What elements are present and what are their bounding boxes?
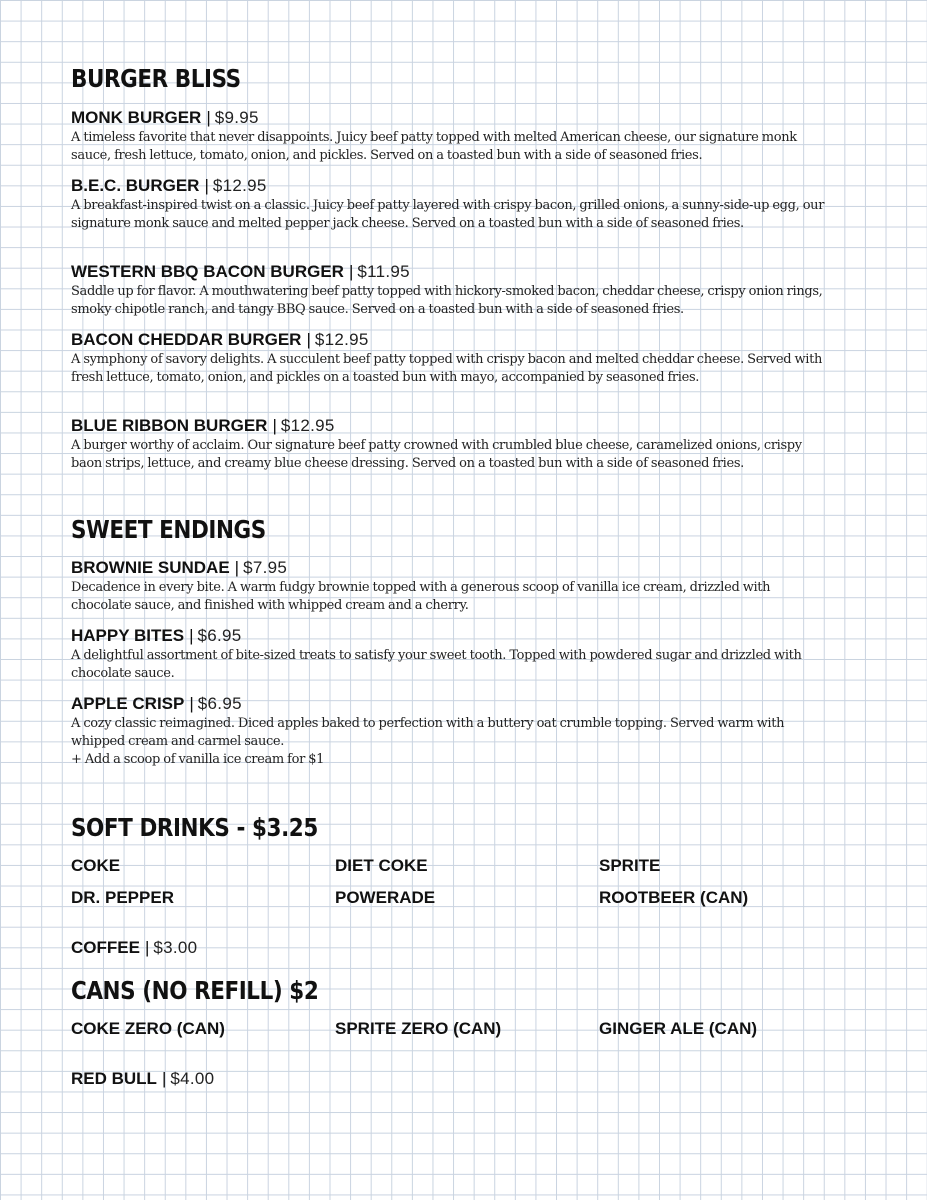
separator: |: [189, 694, 194, 713]
item-description: Saddle up for flavor. A mouthwatering beef patty topped with hickory-smoked bacon, cheddar cheese, crispy onion rings, smoky chipotle ranch, and tangy BBQ sauce. Served on a toasted bun with a side of seasoned fries.: [71, 284, 823, 317]
item-price: $4.00: [170, 1069, 215, 1088]
section-title-soft-drinks: SOFT DRINKS - $3.25: [71, 813, 318, 842]
item-name: MONK BURGER: [71, 108, 202, 127]
menu-item-brownie-sundae: [71, 557, 831, 615]
separator: |: [348, 262, 354, 281]
item-price: $3.00: [153, 938, 198, 957]
section-title-burgers: BURGER BLISS: [71, 64, 241, 93]
section-title-desserts: SWEET ENDINGS: [71, 515, 266, 544]
menu-item-happy-bites: [71, 625, 831, 683]
item-price: $9.95: [214, 108, 259, 127]
separator: |: [272, 416, 277, 435]
menu-item-western-bbq-bacon-burger: [71, 261, 831, 319]
item-name: B.E.C. BURGER: [71, 176, 200, 195]
menu-item-blue-ribbon-burger: [71, 415, 831, 473]
separator: |: [234, 558, 240, 577]
menu-item-monk-burger: [71, 107, 831, 165]
item-price: $7.95: [243, 558, 288, 577]
item-description: A burger worthy of acclaim. Our signature beef patty crowned with crumbled blue cheese, caramelized onions, crispy baon strips, lettuce, and creamy blue cheese dressing. Served on a toasted bun with a side of seasoned fries.: [71, 438, 802, 471]
menu-item-bec-burger: [71, 175, 831, 233]
item-price: $12.95: [280, 416, 335, 435]
separator: |: [189, 626, 194, 645]
item-description: A timeless favorite that never disappoints. Juicy beef patty topped with melted American cheese, our signature monk sauce, fresh lettuce, tomato, onion, and pickles. Served on a toasted bun with a side of seasoned fries.: [71, 130, 797, 163]
section-title-cans: CANS (NO REFILL) $2: [71, 976, 319, 1005]
drink-item: COKE: [71, 856, 121, 875]
item-description: A breakfast-inspired twist on a classic. Juicy beef patty layered with crispy bacon, grilled onions, a sunny-side-up egg, our signature monk sauce and melted pepper jack cheese. Served on a toasted bun with a side of seasoned fries.: [71, 198, 825, 231]
item-description: A cozy classic reimagined. Diced apples baked to perfection with a buttery oat crumble topping. Served warm with whipped cream and carmel sauce.: [71, 716, 785, 749]
drink-item: DIET COKE: [335, 856, 428, 875]
separator: |: [206, 108, 211, 127]
separator: |: [306, 330, 311, 349]
item-name: HAPPY BITES: [71, 626, 185, 645]
item-price: $6.95: [197, 626, 242, 645]
item-name: APPLE CRISP: [71, 694, 185, 713]
item-price: $6.95: [197, 694, 242, 713]
item-name: BLUE RIBBON BURGER: [71, 416, 268, 435]
item-name: BACON CHEDDAR BURGER: [71, 330, 302, 349]
drink-item: GINGER ALE (CAN): [599, 1019, 758, 1038]
drink-item: POWERADE: [335, 888, 436, 907]
item-name: BROWNIE SUNDAE: [71, 558, 230, 577]
drink-item: SPRITE: [599, 856, 661, 875]
menu-item-bacon-cheddar-burger: [71, 329, 831, 387]
menu-item-coffee: [71, 937, 831, 959]
separator: |: [161, 1069, 167, 1088]
item-name: WESTERN BBQ BACON BURGER: [71, 262, 344, 281]
item-description: Decadence in every bite. A warm fudgy brownie topped with a generous scoop of vanilla ice cream, drizzled with chocolate sauce, and finished with whipped cream and a cherry.: [71, 580, 771, 613]
menu-item-red-bull: [71, 1068, 831, 1090]
item-name: COFFEE: [71, 938, 140, 957]
item-description: A delightful assortment of bite-sized treats to satisfy your sweet tooth. Topped with powdered sugar and drizzled with chocolate sauce.: [71, 648, 802, 681]
separator: |: [144, 938, 150, 957]
drink-item: DR. PEPPER: [71, 888, 174, 907]
drink-item: COKE ZERO (CAN): [71, 1019, 225, 1038]
drink-item: SPRITE ZERO (CAN): [335, 1019, 502, 1038]
menu-item-apple-crisp: [71, 693, 831, 769]
separator: |: [204, 176, 209, 195]
item-price: $11.95: [357, 262, 410, 281]
item-description: A symphony of savory delights. A succulent beef patty topped with crispy bacon and melted cheddar cheese. Served with fresh lettuce, tomato, onion, and pickles on a toasted bun with mayo, accompanied by seasoned fries.: [71, 352, 822, 385]
drink-item: ROOTBEER (CAN): [599, 888, 749, 907]
item-price: $12.95: [314, 330, 369, 349]
item-addon: + Add a scoop of vanilla ice cream for $1: [71, 752, 325, 767]
item-name: RED BULL: [71, 1069, 157, 1088]
item-price: $12.95: [212, 176, 267, 195]
